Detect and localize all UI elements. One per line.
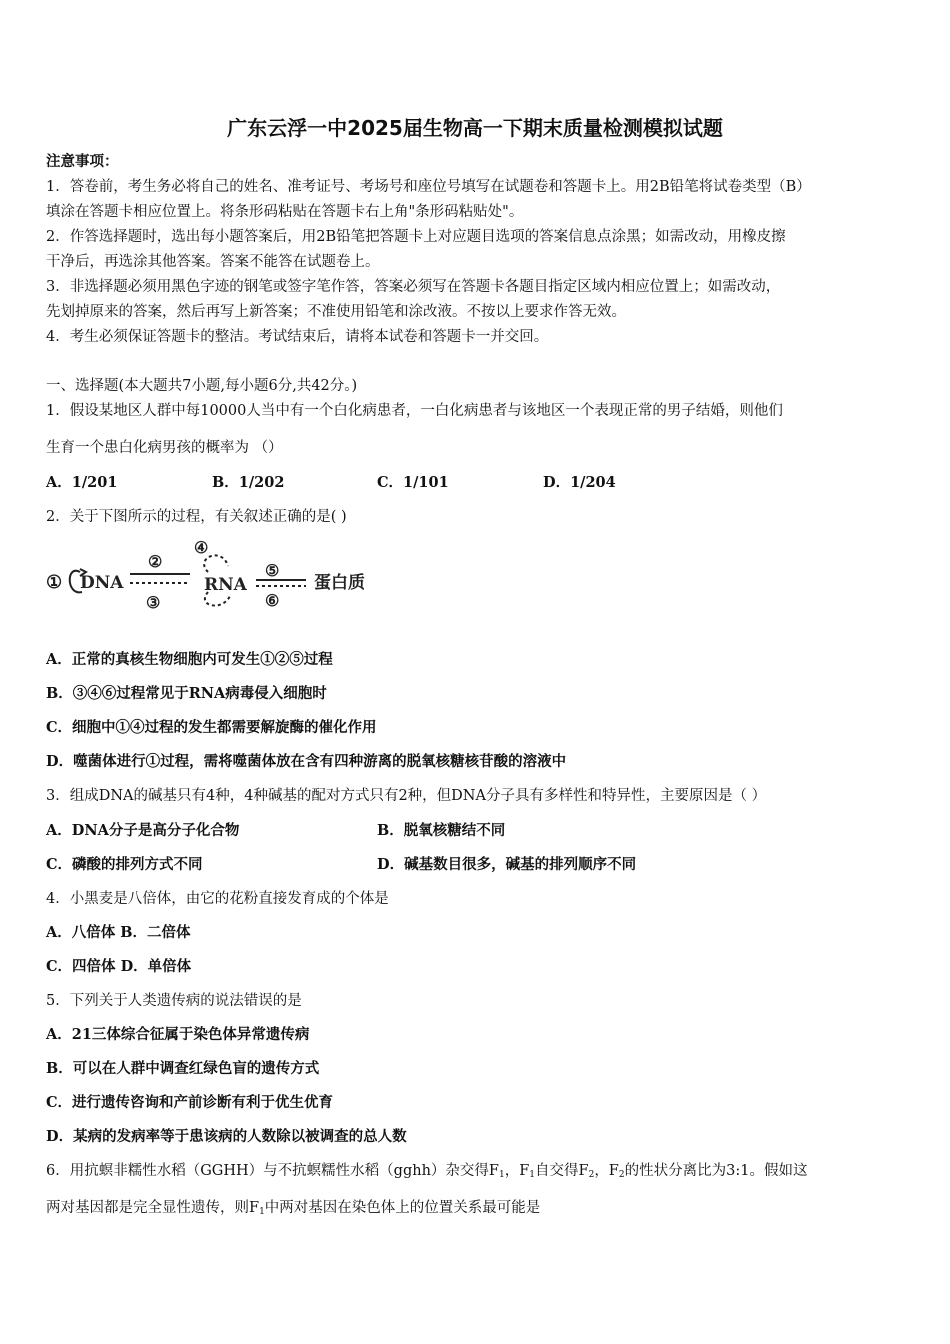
q5-option-b: B．可以在人群中调查红绿色盲的遗传方式: [46, 1060, 320, 1077]
diagram-dna: DNA: [80, 573, 124, 593]
question-4-stem: 4．小黑麦是八倍体，由它的花粉直接发育成的个体是: [46, 891, 389, 907]
q6-text: 6．用抗螟非糯性水稻（GGHH）与不抗螟糯性水稻（gghh）杂交得F: [46, 1163, 499, 1179]
notice-line: 1．答卷前，考生务必将自己的姓名、准考证号、考场号和座位号填写在试题卷和答题卡上。用2B铅笔将试卷类型（B）: [46, 179, 811, 195]
q5-option-c: C．进行遗传咨询和产前诊断有利于优生优育: [46, 1094, 334, 1111]
q6-text: 的性状分离比为3:1。假如这: [624, 1163, 808, 1179]
notice-line: 4．考生必须保证答题卡的整洁。考试结束后，请将本试卷和答题卡一并交回。: [46, 329, 549, 345]
question-6-stem-cont: [46, 1198, 540, 1222]
q2-option-d: D．噬菌体进行①过程，需将噬菌体放在含有四种游离的脱氧核糖核苷酸的溶液中: [46, 753, 567, 770]
question-2-stem: 2．关于下图所示的过程，有关叙述正确的是( ): [46, 509, 347, 525]
q6-text: ，F: [594, 1163, 619, 1179]
notice-line: 2．作答选择题时，选出每小题答案后，用2B铅笔把答题卡上对应题目选项的答案信息点涂黑；如需改动，用橡皮擦: [46, 229, 786, 245]
q2-option-c: C．细胞中①④过程的发生都需要解旋酶的催化作用: [46, 719, 377, 736]
q3-option-d: D．碱基数目很多，碱基的排列顺序不同: [377, 856, 637, 873]
q3-option-c: C．磷酸的排列方式不同: [46, 856, 203, 873]
q6-text: ，F: [504, 1163, 530, 1179]
q6-subscript: 2: [618, 1170, 625, 1180]
diagram-label-1: ①: [46, 572, 63, 593]
question-3-stem: 3．组成DNA的碱基只有4种，4种碱基的配对方式只有2种，但DNA分子具有多样性和特异性，主要原因是（ ）: [46, 788, 767, 804]
diagram-label-4: ④: [194, 538, 209, 557]
q4-options-ab: A．八倍体 B．二倍体: [46, 924, 191, 941]
central-dogma-diagram: [44, 536, 384, 616]
question-6-stem: [46, 1161, 807, 1185]
diagram-label-6: ⑥: [265, 591, 280, 610]
q1-option-d: D．1/204: [543, 474, 616, 491]
q3-option-a: A．DNA分子是高分子化合物: [46, 822, 240, 839]
q4-options-cd: C．四倍体 D．单倍体: [46, 958, 192, 975]
q6-text: 自交得F: [535, 1163, 589, 1179]
page-title: 广东云浮一中2025届生物高一下期末质量检测模拟试题: [227, 116, 723, 140]
diagram-label-5: ⑤: [265, 561, 280, 580]
q2-option-a: A．正常的真核生物细胞内可发生①②⑤过程: [46, 651, 333, 668]
rna-replication-arrow: [204, 555, 228, 572]
section-heading: 一、选择题(本大题共7小题,每小题6分,共42分。): [46, 378, 358, 394]
notice-heading: 注意事项：: [46, 153, 119, 170]
q6-subscript: 1: [529, 1170, 536, 1180]
diagram-label-2: ②: [148, 552, 163, 571]
question-1-stem: 1．假设某地区人群中每10000人当中有一个白化病患者，一白化病患者与该地区一个表现正常的男子结婚，则他们: [46, 403, 783, 419]
diagram-label-3: ③: [146, 593, 161, 612]
q6-subscript: 1: [498, 1170, 505, 1180]
q2-option-b: B．③④⑥过程常见于RNA病毒侵入细胞时: [46, 685, 327, 702]
q5-option-a: A．21三体综合征属于染色体异常遗传病: [46, 1026, 310, 1043]
q1-option-c: C．1/101: [377, 474, 449, 491]
question-1-stem-cont: 生育一个患白化病男孩的概率为 （）: [46, 440, 283, 456]
q1-option-b: B．1/202: [212, 474, 285, 491]
notice-line: 先划掉原来的答案，然后再写上新答案；不准使用铅笔和涂改液。不按以上要求作答无效。: [46, 304, 626, 320]
notice-line: 干净后，再选涂其他答案。答案不能答在试题卷上。: [46, 254, 380, 270]
diagram-protein: 蛋白质: [314, 573, 365, 593]
q6-subscript: 1: [259, 1207, 265, 1217]
q6-subscript: 2: [588, 1170, 595, 1180]
q6-text: 两对基因都是完全显性遗传，则F: [46, 1200, 260, 1216]
question-5-stem: 5．下列关于人类遗传病的说法错误的是: [46, 993, 302, 1009]
notice-line: 3．非选择题必须用黑色字迹的钢笔或签字笔作答，答案必须写在答题卡各题目指定区域内相应位置上；如需改动，: [46, 279, 781, 295]
q6-text: 中两对基因在染色体上的位置关系最可能是: [264, 1200, 541, 1216]
q1-option-a: A．1/201: [46, 474, 118, 491]
q5-option-d: D．某病的发病率等于患该病的人数除以被调查的总人数: [46, 1128, 407, 1145]
q3-option-b: B．脱氧核糖结不同: [377, 822, 506, 839]
diagram-rna: RNA: [204, 575, 247, 595]
notice-line: 填涂在答题卡相应位置上。将条形码粘贴在答题卡右上角"条形码粘贴处"。: [46, 204, 524, 220]
